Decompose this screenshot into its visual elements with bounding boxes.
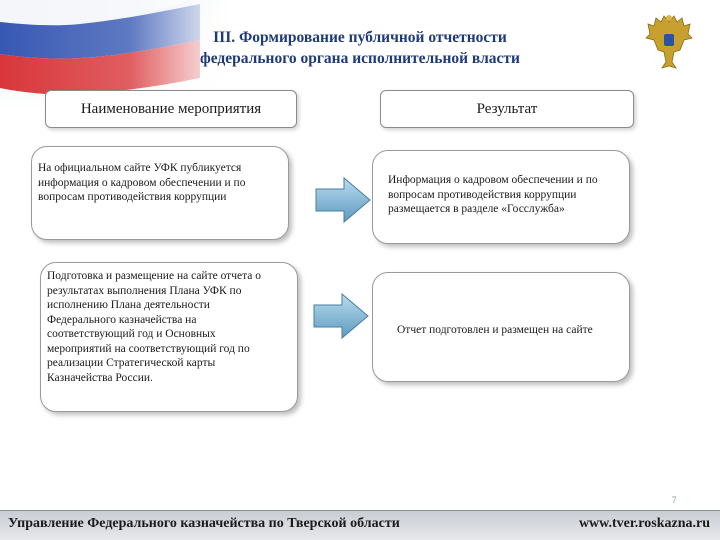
right-column-heading-text: Результат — [476, 101, 538, 117]
double-headed-eagle-emblem — [644, 12, 694, 74]
title-line-2: федерального органа исполнительной власти — [200, 50, 520, 67]
result-text-1: Информация о кадровом обеспечении и по вопросам противодействия коррупции размещается в разделе «Госслужба» — [388, 174, 598, 215]
event-text-2: Подготовка и размещение на сайте отчета о результатах выполнения Плана УФК по исполнению Плана деятельности Федерального казначейства на соответствующий год и Основных мероприятий на соответствующий год по реализации Стратегической карты Казначейства России. — [47, 270, 261, 384]
page-number: 7 — [672, 495, 677, 505]
right-arrow-icon — [312, 292, 370, 340]
result-box-2 — [372, 272, 630, 382]
left-column-heading-text: Наименование мероприятия — [80, 101, 262, 117]
title-line-1: III. Формирование публичной отчетности — [213, 29, 507, 46]
right-column-heading — [380, 90, 634, 128]
right-arrow-icon — [314, 176, 372, 224]
footer-organization: Управление Федерального казначейства по Тверской области — [8, 516, 400, 531]
event-text-1: На официальном сайте УФК публикуется информация о кадровом обеспечении и по вопросам противодействия коррупции — [38, 162, 246, 203]
footer-website[interactable]: www.tver.roskazna.ru — [578, 516, 710, 531]
event-box-1 — [31, 146, 289, 240]
event-box-2 — [40, 262, 298, 412]
result-box-1 — [372, 150, 630, 244]
left-column-heading — [45, 90, 297, 128]
page-title — [140, 27, 580, 69]
result-text-2: Отчет подготовлен и размещен на сайте — [397, 324, 593, 336]
